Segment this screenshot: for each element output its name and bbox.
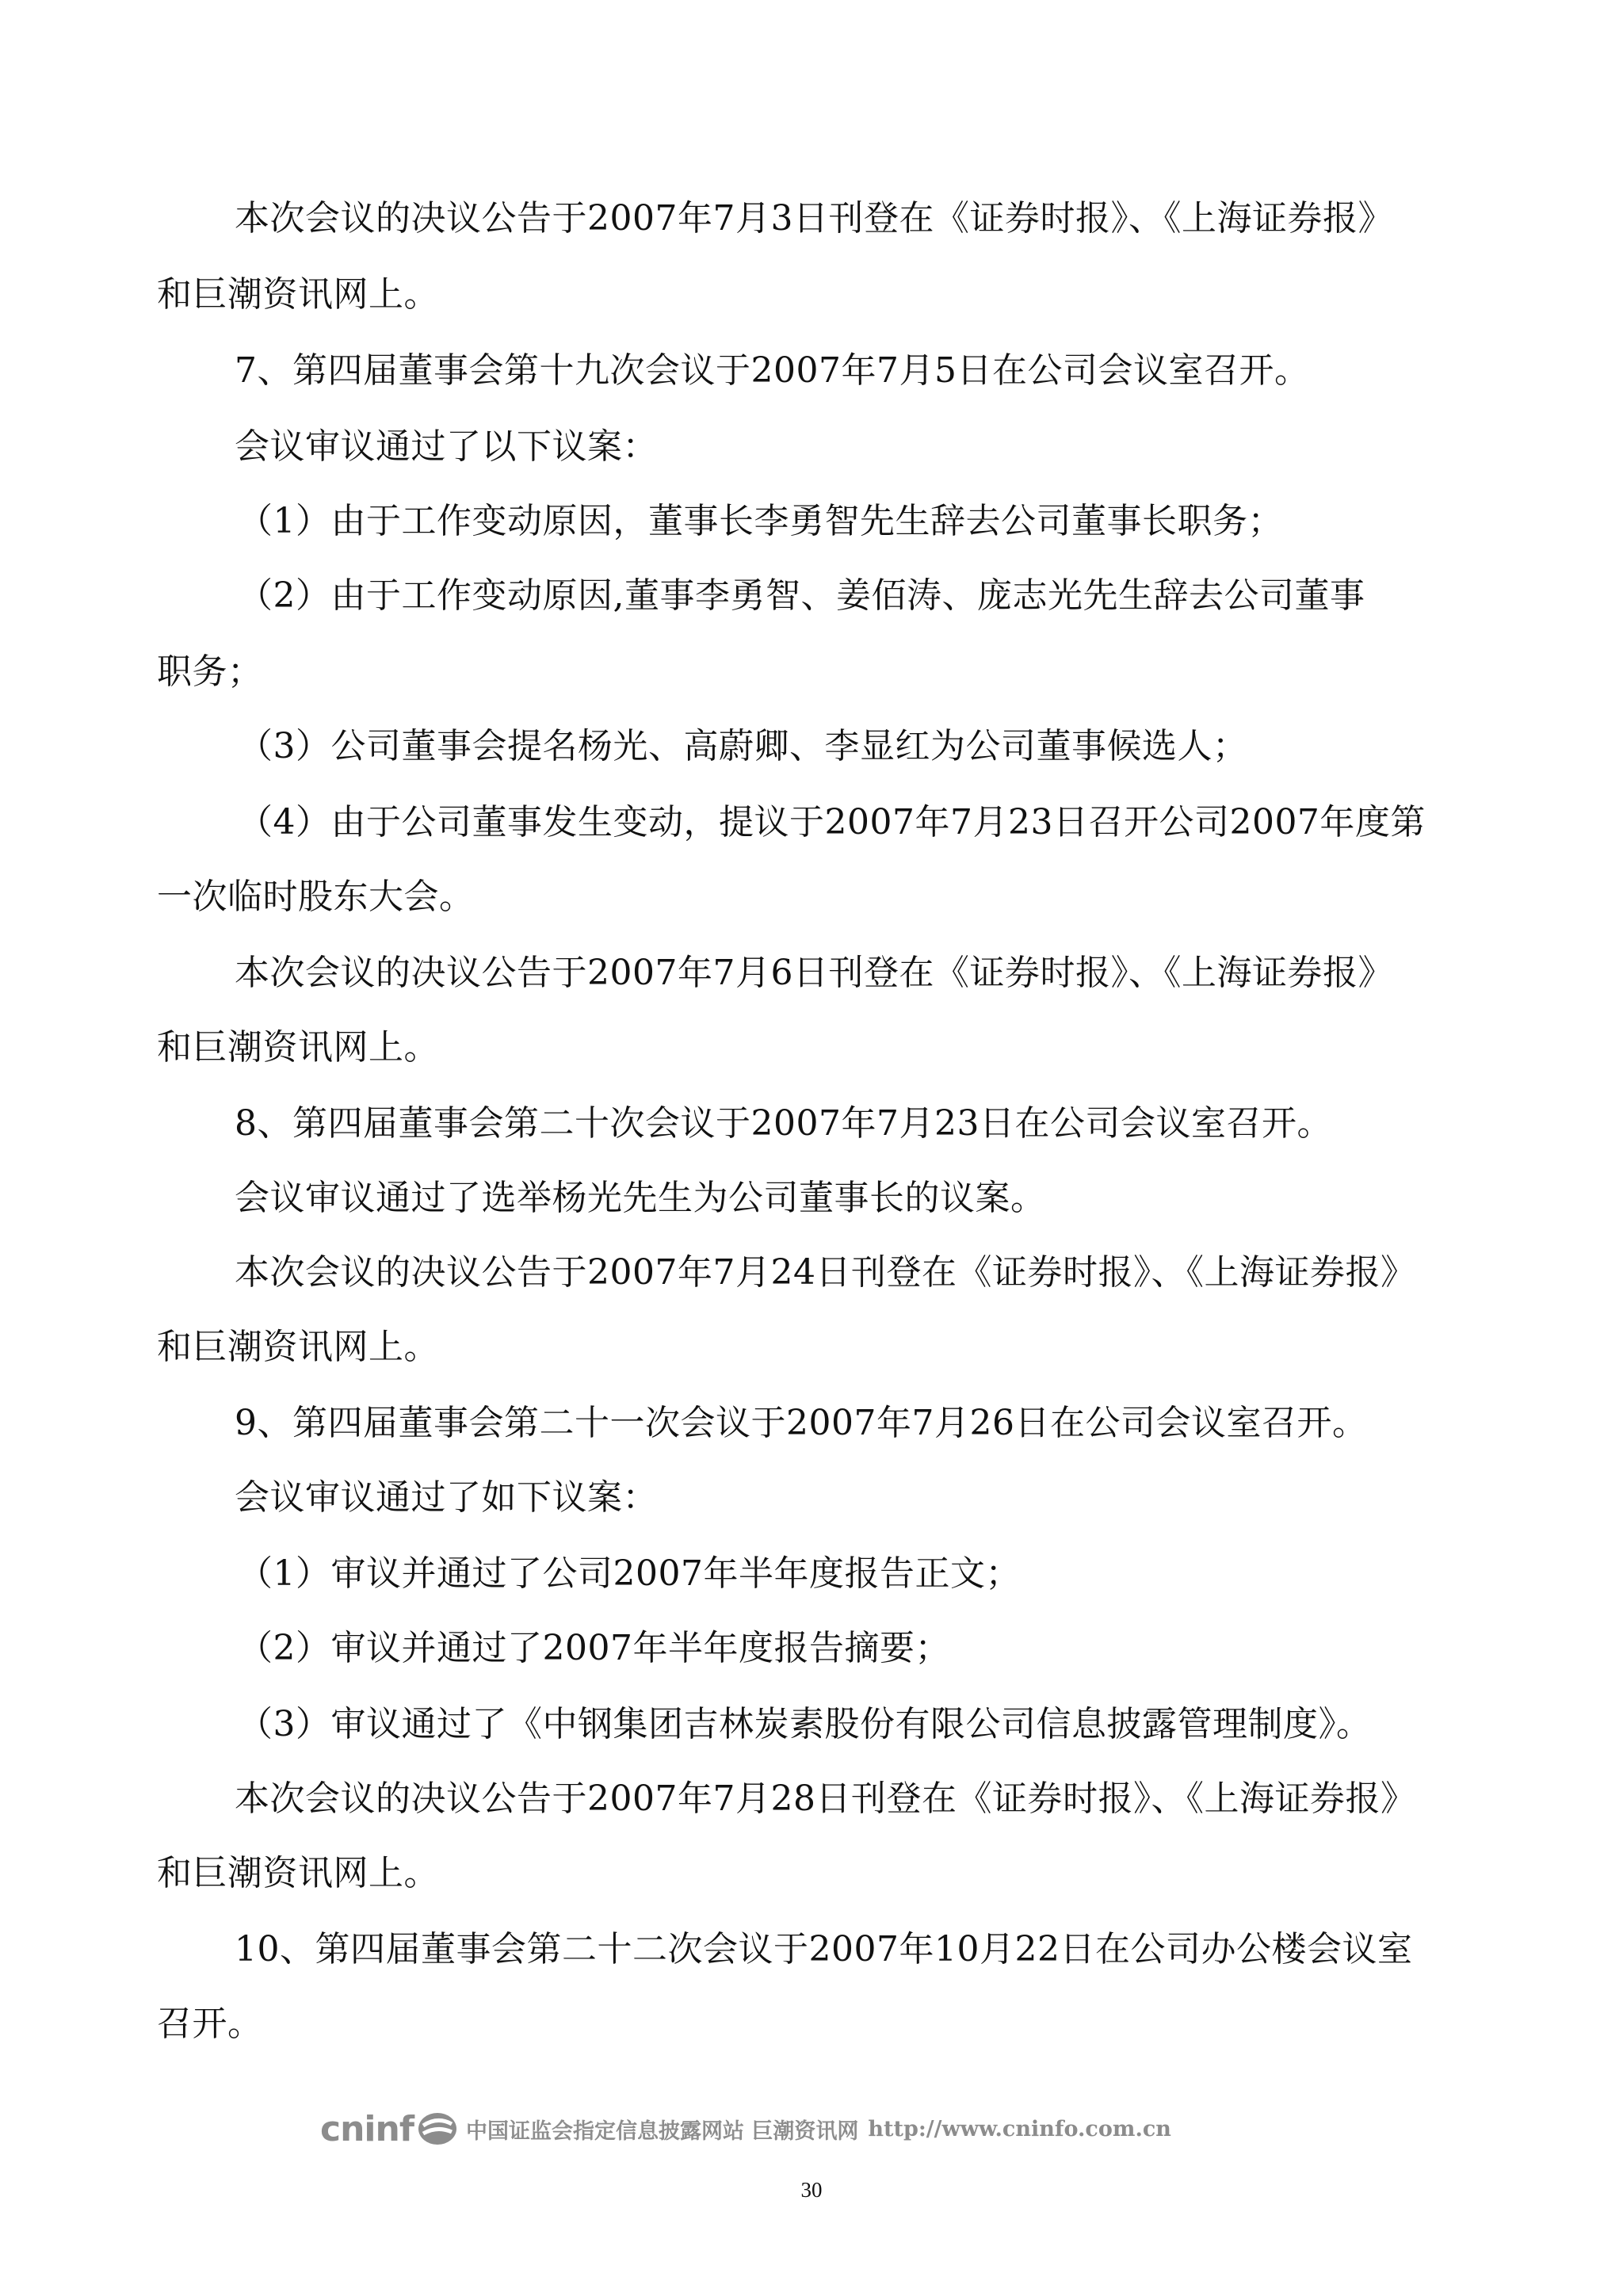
paragraph-line-15: 本次会议的决议公告于2007年7月24日刊登在《证券时报》、《上海证券报》 [235, 1252, 1416, 1293]
paragraph-line-22: 本次会议的决议公告于2007年7月28日刊登在《证券时报》、《上海证券报》 [235, 1778, 1416, 1819]
page-number: 30 [800, 2178, 823, 2202]
cninfo-logo-icon [417, 2111, 458, 2146]
list-item-7-1: （1）由于工作变动原因，董事长李勇智先生辞去公司董事长职务； [238, 501, 1283, 541]
list-item-7-4: （4）由于公司董事发生变动，提议于2007年7月23日召开公司2007年度第 [238, 802, 1426, 842]
paragraph-line-1: 本次会议的决议公告于2007年7月3日刊登在《证券时报》、《上海证券报》 [235, 198, 1393, 239]
list-item-9-1: （1）审议并通过了公司2007年半年度报告正文； [238, 1553, 1021, 1594]
item-7-heading: 7、第四届董事会第十九次会议于2007年7月5日在公司会议室召开。 [235, 350, 1310, 391]
list-item-7-2: （2）由于工作变动原因,董事李勇智、姜佰涛、庞志光先生辞去公司董事 [238, 575, 1365, 616]
list-item-7-3: （3）公司董事会提名杨光、高蔚卿、李显红为公司董事候选人； [238, 726, 1248, 766]
list-item-9-3: （3）审议通过了《中钢集团吉林炭素股份有限公司信息披露管理制度》。 [238, 1704, 1372, 1744]
list-item-9-2: （2）审议并通过了2007年半年度报告摘要； [238, 1628, 950, 1668]
item-10-heading-cont: 召开。 [157, 2004, 263, 2044]
paragraph-line-16: 和巨潮资讯网上。 [157, 1327, 439, 1367]
list-item-7-4-cont: 一次临时股东大会。 [157, 877, 475, 917]
paragraph-line-11: 本次会议的决议公告于2007年7月6日刊登在《证券时报》、《上海证券报》 [235, 953, 1393, 993]
paragraph-line-12: 和巨潮资讯网上。 [157, 1027, 439, 1068]
cninfo-logo-text: cninf [320, 2108, 414, 2149]
item-10-heading: 10、第四届董事会第二十二次会议于2007年10月22日在公司办公楼会议室 [235, 1929, 1413, 1969]
item-8-heading: 8、第四届董事会第二十次会议于2007年7月23日在公司会议室召开。 [235, 1103, 1332, 1144]
paragraph-line-4: 会议审议通过了以下议案： [235, 426, 658, 467]
paragraph-line-14: 会议审议通过了选举杨光先生为公司董事长的议案。 [235, 1178, 1046, 1218]
footer-banner [320, 2105, 1171, 2153]
paragraph-line-23: 和巨潮资讯网上。 [157, 1853, 439, 1893]
item-9-heading: 9、第四届董事会第二十一次会议于2007年7月26日在公司会议室召开。 [235, 1403, 1368, 1443]
paragraph-line-18: 会议审议通过了如下议案： [235, 1477, 658, 1518]
list-item-7-2-cont: 职务； [157, 651, 263, 692]
footer-site-name: 中国证监会指定信息披露网站 巨潮资讯网 [465, 2118, 859, 2144]
footer-site-url[interactable]: http://www.cninfo.com.cn [868, 2116, 1171, 2141]
paragraph-line-2: 和巨潮资讯网上。 [157, 274, 439, 315]
